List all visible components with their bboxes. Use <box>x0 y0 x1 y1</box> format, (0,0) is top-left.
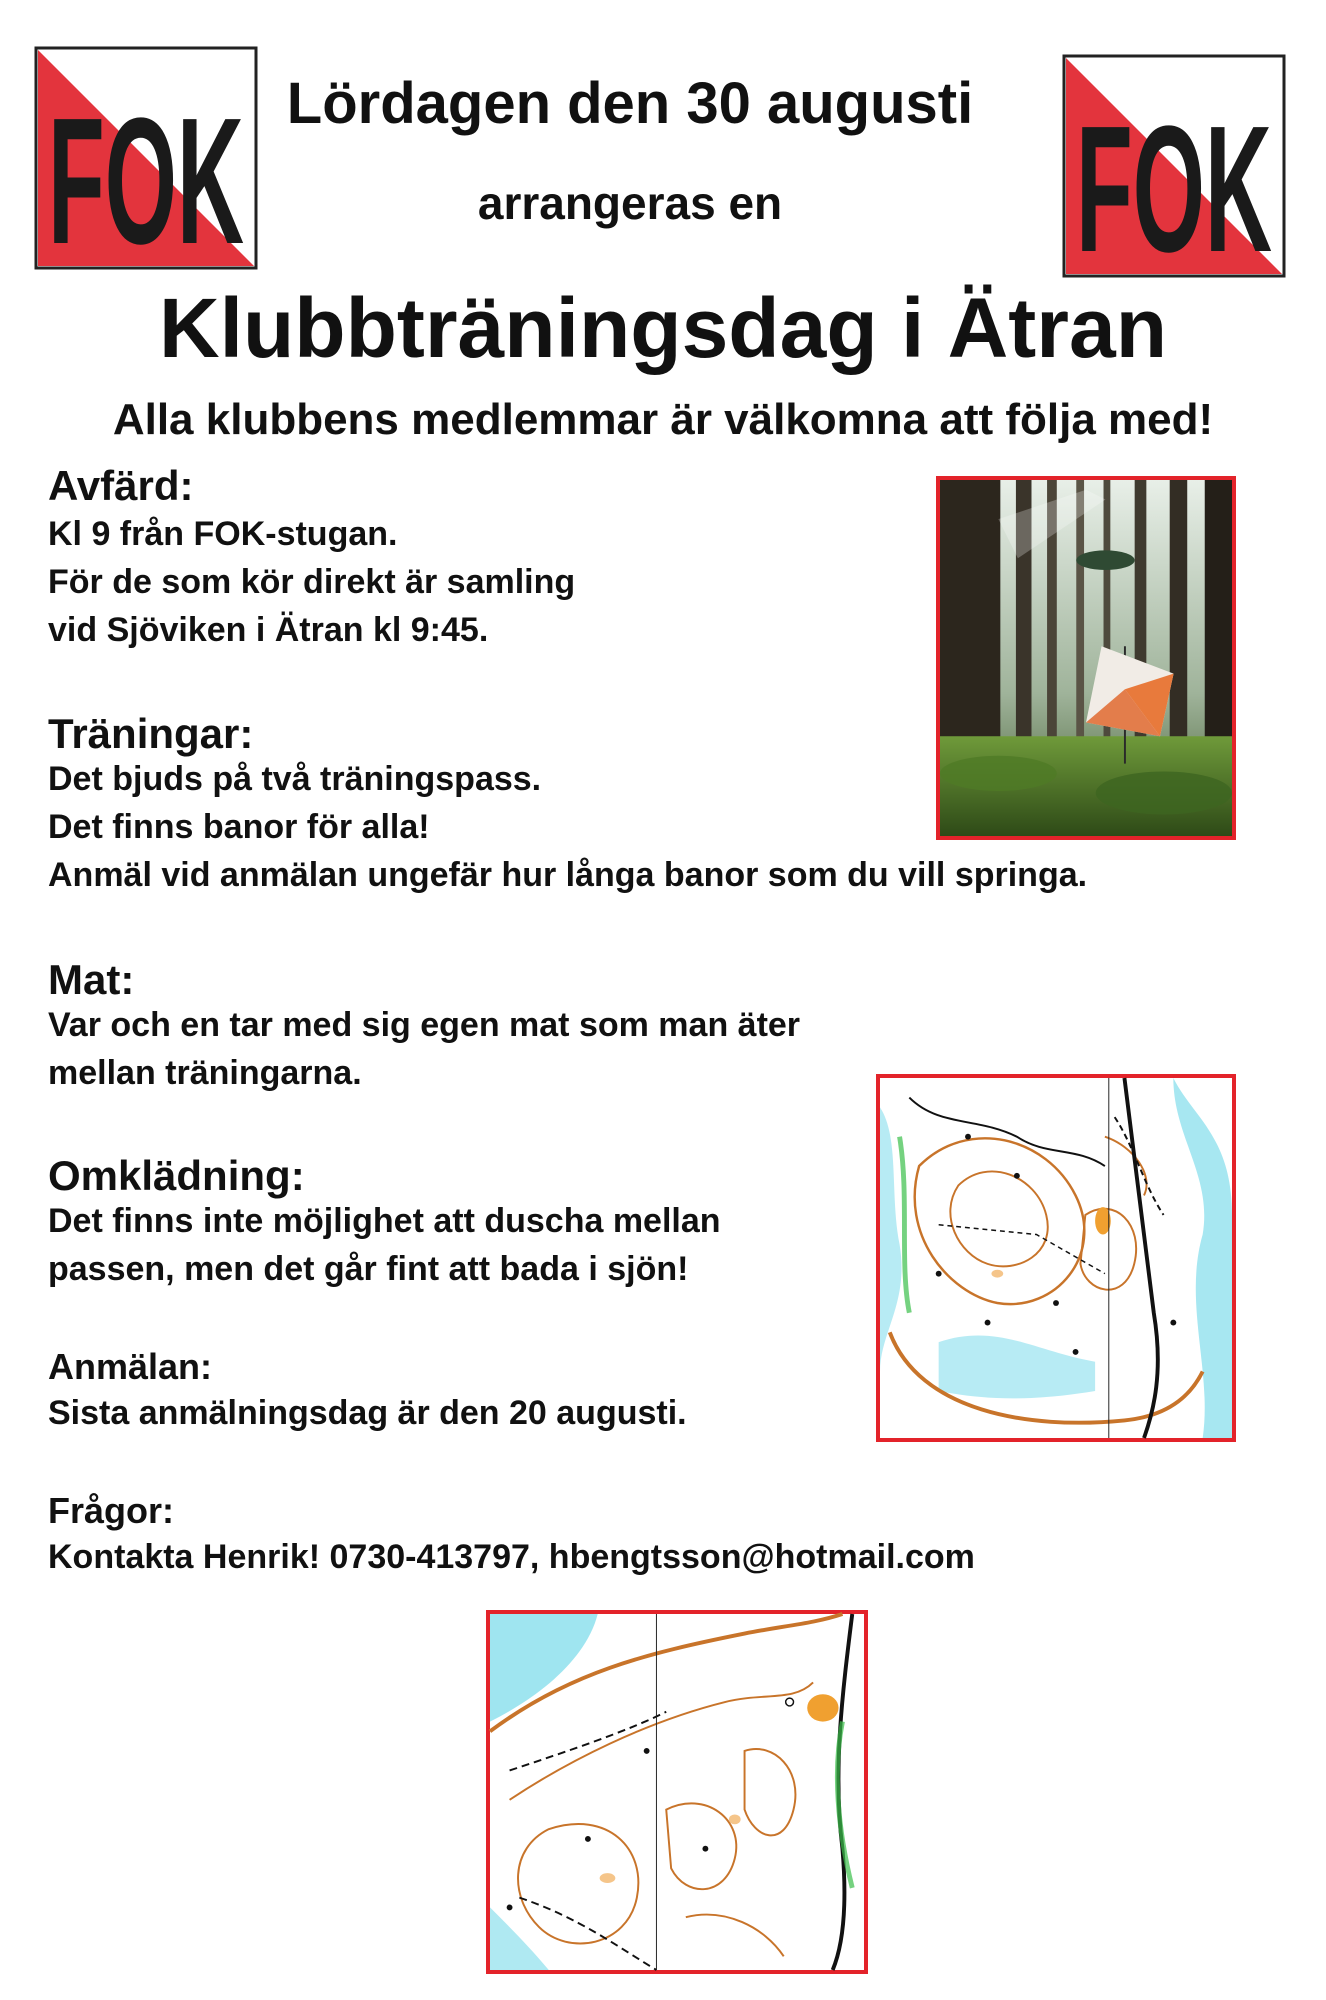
departure-line-1: Kl 9 från FOK-stugan. <box>48 515 398 553</box>
trainings-line-1: Det bjuds på två träningspass. <box>48 760 542 798</box>
date-line: Lördagen den 30 augusti <box>286 71 974 136</box>
food-line-2: mellan träningarna. <box>48 1054 362 1092</box>
questions-heading: Frågor: <box>48 1490 174 1531</box>
food-heading: Mat: <box>48 956 135 1003</box>
changing-line-2: passen, men det går fint att bada i sjön! <box>48 1250 689 1288</box>
trainings-line-3: Anmäl vid anmälan ungefär hur långa banor som du vill springa. <box>48 856 1088 894</box>
page-subtitle: Alla klubbens medlemmar är välkomna att följa med! <box>112 395 1214 444</box>
fok-logo-left-graphic <box>36 48 256 282</box>
registration-line-1: Sista anmälningsdag är den 20 augusti. <box>48 1394 687 1432</box>
page-title: Klubbträningsdag i Ätran <box>159 281 1167 375</box>
orienteering-map-2 <box>486 1610 868 1974</box>
fok-logo-left <box>36 48 256 282</box>
departure-heading: Avfärd: <box>48 462 194 509</box>
orienteering-map-1-graphic <box>880 1078 1232 1438</box>
questions-line-1: Kontakta Henrik! 0730-413797, hbengtsson@hotmail.com <box>48 1538 975 1576</box>
arrange-line: arrangeras en <box>477 177 783 229</box>
svg-text:FOK: FOK <box>48 81 244 282</box>
food-line-1: Var och en tar med sig egen mat som man äter <box>48 1006 801 1044</box>
forest-photo <box>936 476 1236 840</box>
trainings-heading: Träningar: <box>48 710 254 757</box>
fok-logo-right <box>1064 56 1284 290</box>
changing-line-1: Det finns inte möjlighet att duscha mellan <box>48 1202 721 1240</box>
forest-photo-graphic <box>940 480 1232 836</box>
orienteering-map-2-graphic <box>490 1614 864 1970</box>
departure-line-2: För de som kör direkt är samling <box>48 563 576 601</box>
departure-line-3: vid Sjöviken i Ätran kl 9:45. <box>48 611 489 649</box>
registration-heading: Anmälan: <box>48 1346 213 1387</box>
svg-text:FOK: FOK <box>1076 89 1272 290</box>
orienteering-map-1 <box>876 1074 1236 1442</box>
fok-logo-right-graphic <box>1064 56 1284 290</box>
trainings-line-2: Det finns banor för alla! <box>48 808 430 846</box>
changing-heading: Omklädning: <box>48 1152 305 1199</box>
